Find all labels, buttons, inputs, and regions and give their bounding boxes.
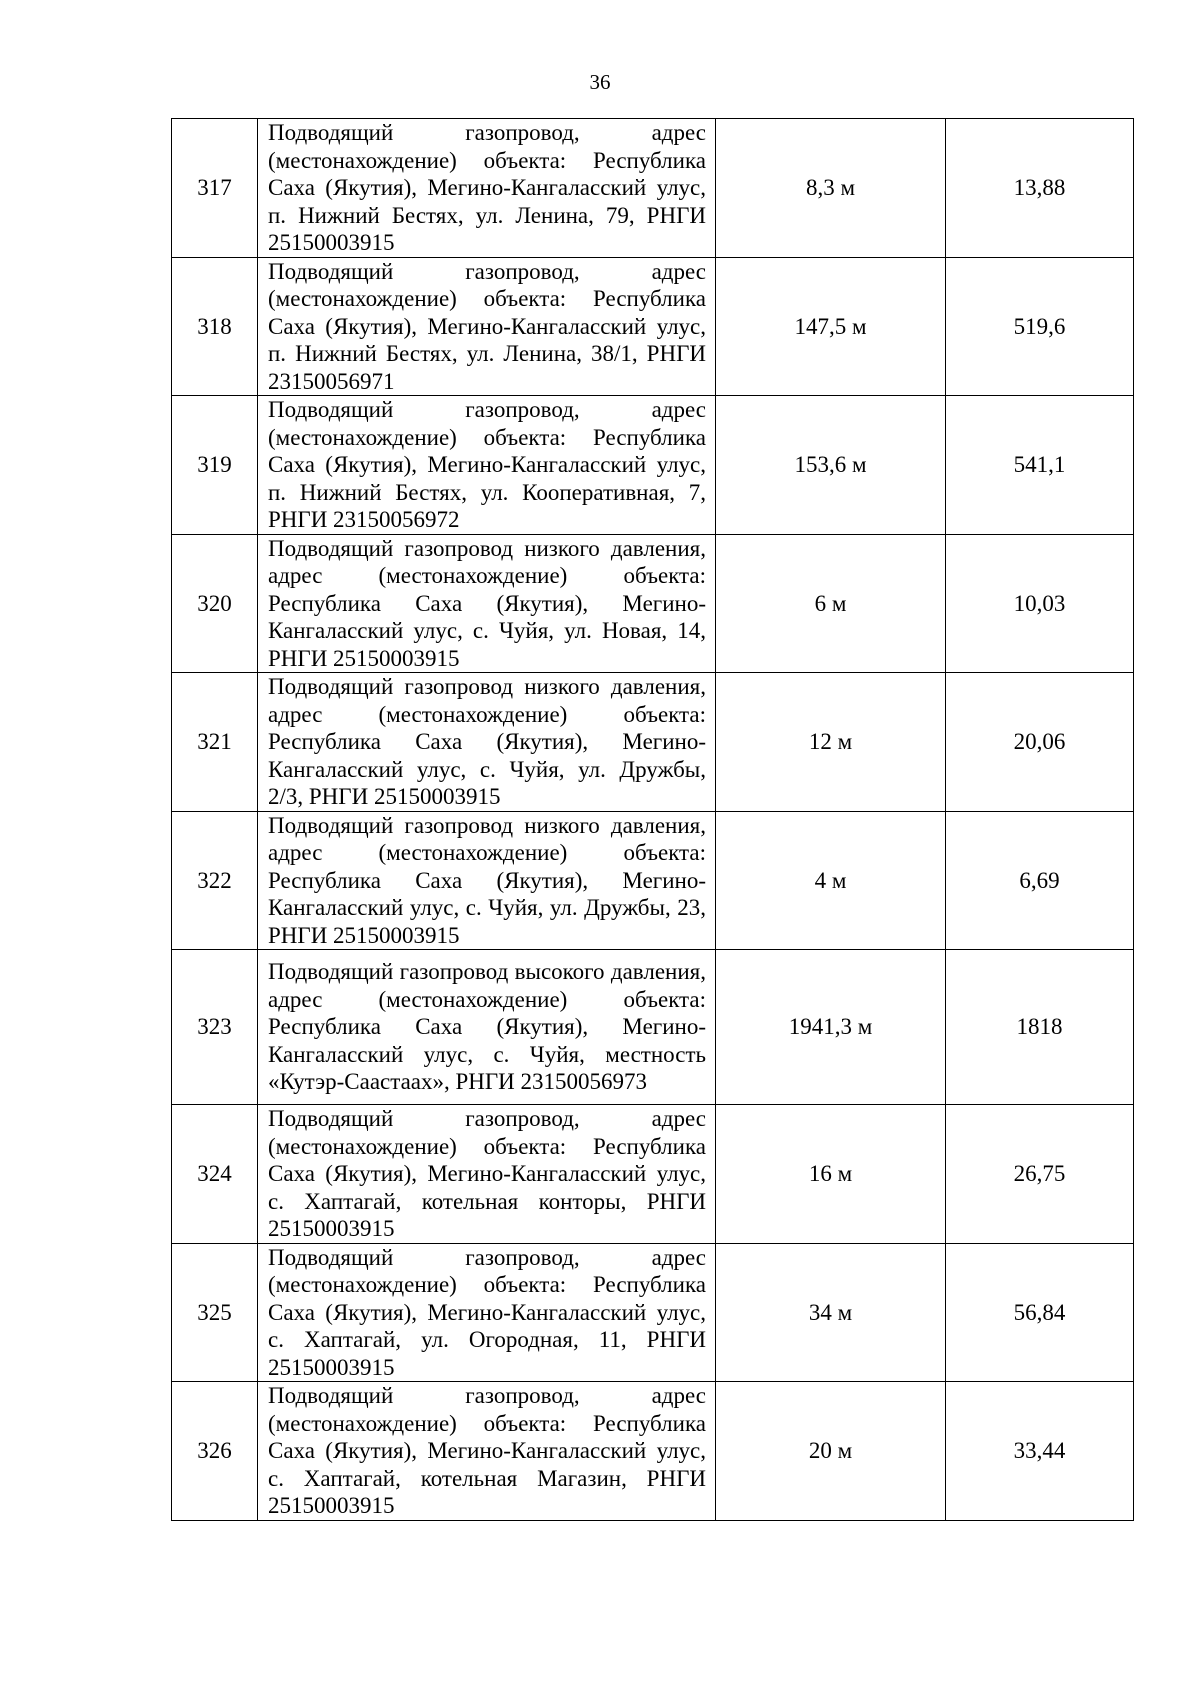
object-description: Подводящий газопровод, адрес (местонахождение) объекта: Республика Саха (Якутия), Мегино-Кангаласский улус, с. Хаптагай, котельная Магазин, РНГИ 25150003915	[258, 1382, 716, 1521]
pipeline-length: 4 м	[716, 811, 946, 950]
object-value: 6,69	[946, 811, 1134, 950]
object-description: Подводящий газопровод, адрес (местонахождение) объекта: Республика Саха (Якутия), Мегино-Кангаласский улус, п. Нижний Бестях, ул. Кооперативная, 7, РНГИ 23150056972	[258, 396, 716, 535]
table-row	[172, 119, 1134, 258]
object-value: 13,88	[946, 119, 1134, 258]
table-row	[172, 1382, 1134, 1521]
table-row	[172, 811, 1134, 950]
row-number: 322	[172, 811, 258, 950]
row-number: 318	[172, 257, 258, 396]
row-number: 324	[172, 1105, 258, 1244]
row-number: 323	[172, 950, 258, 1105]
object-value: 56,84	[946, 1243, 1134, 1382]
page-number: 36	[589, 70, 611, 94]
object-value: 33,44	[946, 1382, 1134, 1521]
pipeline-length: 6 м	[716, 534, 946, 673]
table-row	[172, 950, 1134, 1105]
pipeline-length: 8,3 м	[716, 119, 946, 258]
pipeline-length: 1941,3 м	[716, 950, 946, 1105]
table-row	[172, 1105, 1134, 1244]
pipeline-length: 12 м	[716, 673, 946, 812]
row-number: 321	[172, 673, 258, 812]
row-number: 326	[172, 1382, 258, 1521]
pipeline-length: 34 м	[716, 1243, 946, 1382]
object-description: Подводящий газопровод, адрес (местонахождение) объекта: Республика Саха (Якутия), Мегино-Кангаласский улус, с. Хаптагай, котельная конторы, РНГИ 25150003915	[258, 1105, 716, 1244]
row-number: 320	[172, 534, 258, 673]
table-row	[172, 1243, 1134, 1382]
row-number: 319	[172, 396, 258, 535]
object-description: Подводящий газопровод низкого давления, адрес (местонахождение) объекта: Республика Саха (Якутия), Мегино-Кангаласский улус, с. Чуйя, ул. Дружбы, 2/3, РНГИ 25150003915	[258, 673, 716, 812]
object-description: Подводящий газопровод высокого давления, адрес (местонахождение) объекта: Республика Саха (Якутия), Мегино-Кангаласский улус, с. Чуйя, местность «Кутэр-Саастаах», РНГИ 23150056973	[258, 950, 716, 1105]
table-row	[172, 673, 1134, 812]
object-value: 26,75	[946, 1105, 1134, 1244]
table-body	[172, 119, 1134, 1521]
pipeline-length: 20 м	[716, 1382, 946, 1521]
object-description: Подводящий газопровод, адрес (местонахождение) объекта: Республика Саха (Якутия), Мегино-Кангаласский улус, с. Хаптагай, ул. Огородная, 11, РНГИ 25150003915	[258, 1243, 716, 1382]
object-description: Подводящий газопровод низкого давления, адрес (местонахождение) объекта: Республика Саха (Якутия), Мегино-Кангаласский улус, с. Чуйя, ул. Дружбы, 23, РНГИ 25150003915	[258, 811, 716, 950]
pipeline-length: 147,5 м	[716, 257, 946, 396]
object-value: 519,6	[946, 257, 1134, 396]
row-number: 325	[172, 1243, 258, 1382]
object-description: Подводящий газопровод, адрес (местонахождение) объекта: Республика Саха (Якутия), Мегино-Кангаласский улус, п. Нижний Бестях, ул. Ленина, 38/1, РНГИ 23150056971	[258, 257, 716, 396]
object-description: Подводящий газопровод, адрес (местонахождение) объекта: Республика Саха (Якутия), Мегино-Кангаласский улус, п. Нижний Бестях, ул. Ленина, 79, РНГИ 25150003915	[258, 119, 716, 258]
pipeline-length: 153,6 м	[716, 396, 946, 535]
object-value: 20,06	[946, 673, 1134, 812]
pipeline-length: 16 м	[716, 1105, 946, 1244]
object-description: Подводящий газопровод низкого давления, адрес (местонахождение) объекта: Республика Саха (Якутия), Мегино-Кангаласский улус, с. Чуйя, ул. Новая, 14, РНГИ 25150003915	[258, 534, 716, 673]
table-row	[172, 396, 1134, 535]
row-number: 317	[172, 119, 258, 258]
object-value: 1818	[946, 950, 1134, 1105]
object-value: 541,1	[946, 396, 1134, 535]
table-row	[172, 534, 1134, 673]
table-row	[172, 257, 1134, 396]
object-value: 10,03	[946, 534, 1134, 673]
gas-pipeline-table	[171, 118, 1134, 1521]
